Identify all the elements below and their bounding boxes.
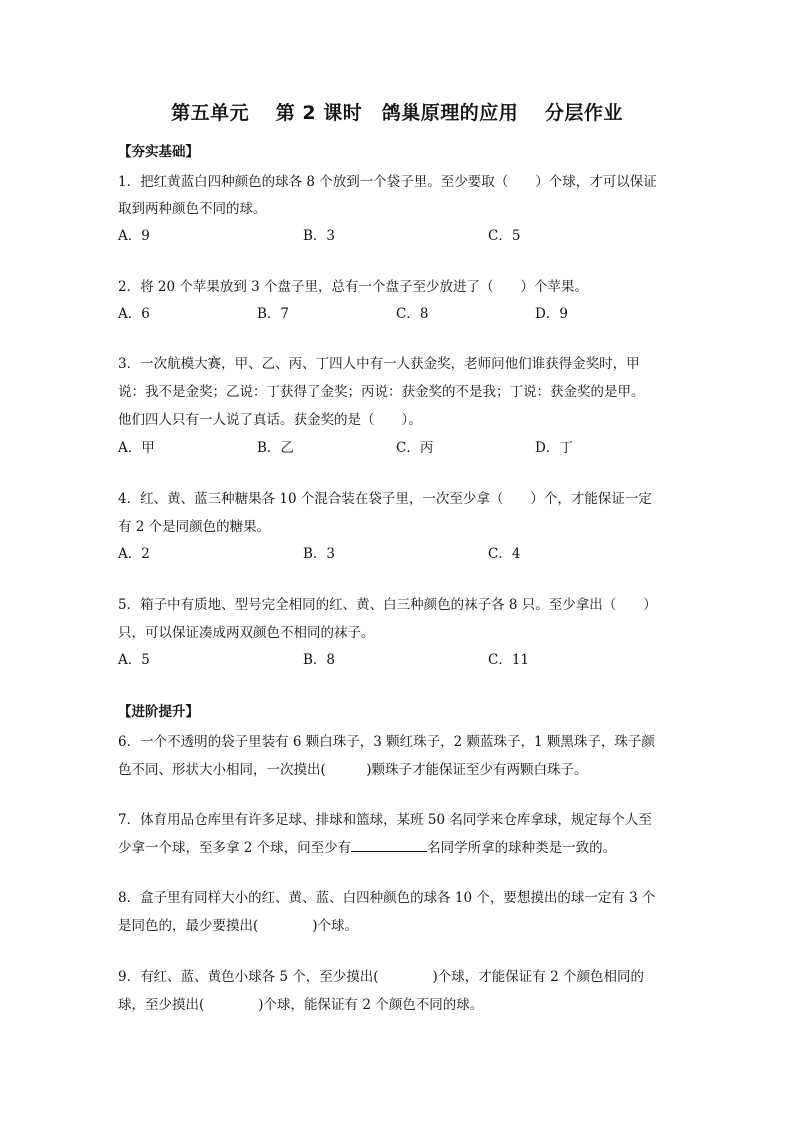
- q3-option-a: A．甲: [118, 440, 155, 456]
- q2-option-c: C．8: [396, 306, 429, 322]
- q5-option-c: C．11: [488, 652, 530, 668]
- q7-line-2-end: 名同学所拿的球种类是一致的。: [427, 840, 617, 856]
- q1-line-2: 取到两种颜色不同的球。: [118, 201, 267, 217]
- section-basic-heading: 【夯实基础】: [118, 144, 199, 160]
- q6-line-1: 6．一个不透明的袋子里装有 6 颗白珠子，3 颗红珠子，2 颗蓝珠子，1 颗黑珠子，珠子颜: [118, 734, 655, 750]
- page-title: 第五单元 第 2 课时 鸽巢原理的应用 分层作业: [171, 102, 623, 124]
- q2-option-d: D．9: [535, 306, 568, 322]
- q7-answer-blank[interactable]: [351, 839, 427, 852]
- q1-line-1: 1．把红黄蓝白四种颜色的球各 8 个放到一个袋子里。至少要取（ ）个球，才可以保证: [118, 174, 657, 190]
- q2-option-a: A．6: [118, 306, 150, 322]
- q5-option-b: B．8: [303, 652, 336, 668]
- q7-line-2: [118, 836, 616, 856]
- q6-line-2: 色不同、形状大小相同，一次摸出( )颗珠子才能保证至少有两颗白珠子。: [118, 762, 588, 778]
- q9-line-1: 9．有红、蓝、黄色小球各 5 个，至少摸出( )个球，才能保证有 2 个颜色相同的: [118, 969, 644, 985]
- section-advanced-heading: 【进阶提升】: [118, 704, 199, 720]
- q4-line-2: 有 2 个是同颜色的糖果。: [118, 519, 271, 535]
- q5-option-a: A．5: [118, 652, 150, 668]
- q4-line-1: 4．红、黄、蓝三种糖果各 10 个混合装在袋子里，一次至少拿（ ）个，才能保证一定: [118, 491, 652, 507]
- q1-option-c: C．5: [488, 228, 521, 244]
- q7-line-2-start: 少拿一个球，至多拿 2 个球，问至少有: [118, 840, 352, 856]
- q2-option-b: B．7: [257, 306, 290, 322]
- q1-option-a: A．9: [118, 228, 150, 244]
- q2-line-1: 2．将 20 个苹果放到 3 个盘子里，总有一个盘子至少放进了（ ）个苹果。: [118, 279, 589, 295]
- q5-line-2: 只，可以保证凑成两双颜色不相同的袜子。: [118, 625, 375, 641]
- q3-line-1: 3．一次航模大赛，甲、乙、丙、丁四人中有一人获金奖，老师问他们谁获得金奖时，甲: [118, 356, 640, 372]
- q4-option-a: A．2: [118, 546, 150, 562]
- q3-option-b: B．乙: [257, 440, 294, 456]
- q1-option-b: B．3: [303, 228, 336, 244]
- q3-line-2: 说：我不是金奖；乙说：丁获得了金奖；丙说：获金奖的不是我；丁说：获金奖的是甲。: [118, 384, 645, 400]
- q5-line-1: 5．箱子中有质地、型号完全相同的红、黄、白三种颜色的袜子各 8 只。至少拿出（ ）: [118, 597, 657, 613]
- q7-line-1: 7．体育用品仓库里有许多足球、排球和篮球，某班 50 名同学来仓库拿球，规定每个人至: [118, 812, 652, 828]
- q9-line-2: 球，至少摸出( )个球，能保证有 2 个颜色不同的球。: [118, 997, 484, 1013]
- q3-option-d: D．丁: [535, 440, 573, 456]
- q3-line-3: 他们四人只有一人说了真话。获金奖的是（ ）。: [118, 412, 422, 428]
- q8-line-2: 是同色的，最少要摸出( )个球。: [118, 918, 359, 934]
- q4-option-c: C．4: [488, 546, 521, 562]
- q3-option-c: C．丙: [396, 440, 434, 456]
- q4-option-b: B．3: [303, 546, 336, 562]
- q8-line-1: 8．盒子里有同样大小的红、黄、蓝、白四种颜色的球各 10 个，要想摸出的球一定有 3 个: [118, 890, 656, 906]
